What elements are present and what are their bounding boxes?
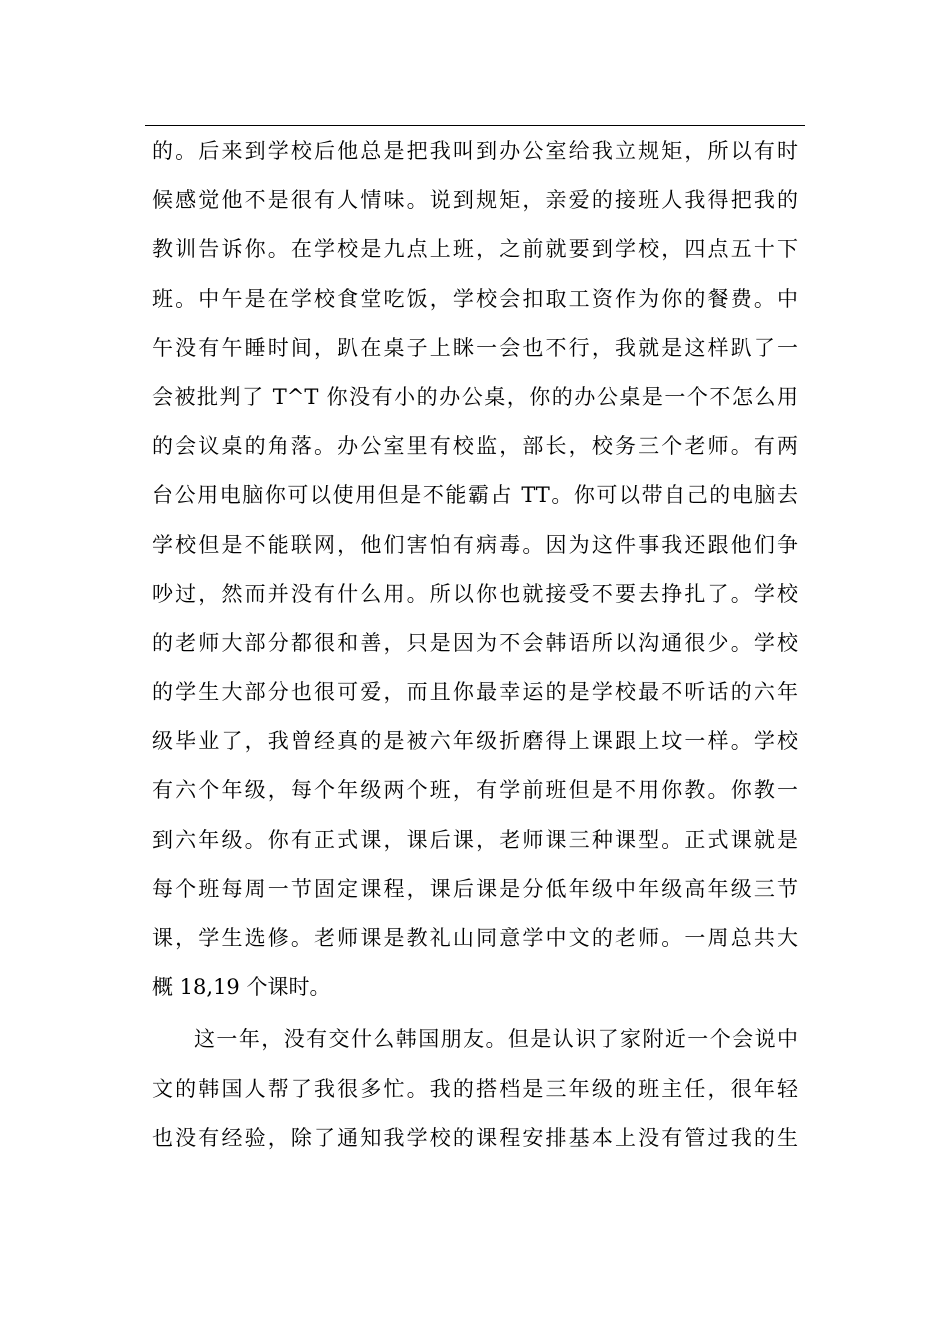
- document-body: [152, 127, 798, 1163]
- text-line: 候感觉他不是很有人情味。说到规矩，亲爱的接班人我得把我的: [152, 188, 798, 213]
- text-line: 每个班每周一节固定课程，课后课是分低年级中年级高年级三节: [152, 876, 798, 901]
- text-line: 吵过，然而并没有什么用。所以你也就接受不要去挣扎了。学校: [152, 581, 798, 606]
- paragraph: [152, 1015, 798, 1163]
- header-rule: [145, 125, 805, 126]
- paragraph: [152, 127, 798, 1012]
- text-line: 的。后来到学校后他总是把我叫到办公室给我立规矩，所以有时: [152, 139, 798, 163]
- text-line: 有六个年级，每个年级两个班，有学前班但是不用你教。你教一: [152, 778, 798, 803]
- text-line: 文的韩国人帮了我很多忙。我的搭档是三年级的班主任，很年轻: [152, 1076, 798, 1101]
- text-line: 到六年级。你有正式课，课后课，老师课三种课型。正式课就是: [152, 827, 798, 852]
- text-line: 教训告诉你。在学校是九点上班，之前就要到学校，四点五十下: [152, 237, 798, 262]
- text-line: 的学生大部分也很可爱，而且你最幸运的是学校最不听话的六年: [152, 680, 798, 705]
- text-line: 级毕业了，我曾经真的是被六年级折磨得上课跟上坟一样。学校: [152, 729, 798, 754]
- text-line: 也没有经验，除了通知我学校的课程安排基本上没有管过我的生: [152, 1125, 798, 1150]
- text-line: 的会议桌的角落。办公室里有校监，部长，校务三个老师。有两: [152, 434, 798, 459]
- text-line: 的老师大部分都很和善，只是因为不会韩语所以沟通很少。学校: [152, 630, 798, 655]
- text-line: 概 18,19 个课时。: [152, 975, 331, 1000]
- text-line: 学校但是不能联网，他们害怕有病毒。因为这件事我还跟他们争: [152, 532, 798, 557]
- text-line: 课，学生选修。老师课是教礼山同意学中文的老师。一周总共大: [152, 926, 798, 950]
- text-line: 班。中午是在学校食堂吃饭，学校会扣取工资作为你的餐费。中: [152, 286, 798, 311]
- text-line: 会被批判了 T^T 你没有小的办公桌，你的办公桌是一个不怎么用: [152, 384, 798, 409]
- text-line: 台公用电脑你可以使用但是不能霸占 TT。你可以带自己的电脑去: [152, 483, 798, 508]
- text-line: 这一年，没有交什么韩国朋友。但是认识了家附近一个会说中: [194, 1027, 798, 1052]
- text-line: 午没有午睡时间，趴在桌子上眯一会也不行，我就是这样趴了一: [152, 335, 798, 360]
